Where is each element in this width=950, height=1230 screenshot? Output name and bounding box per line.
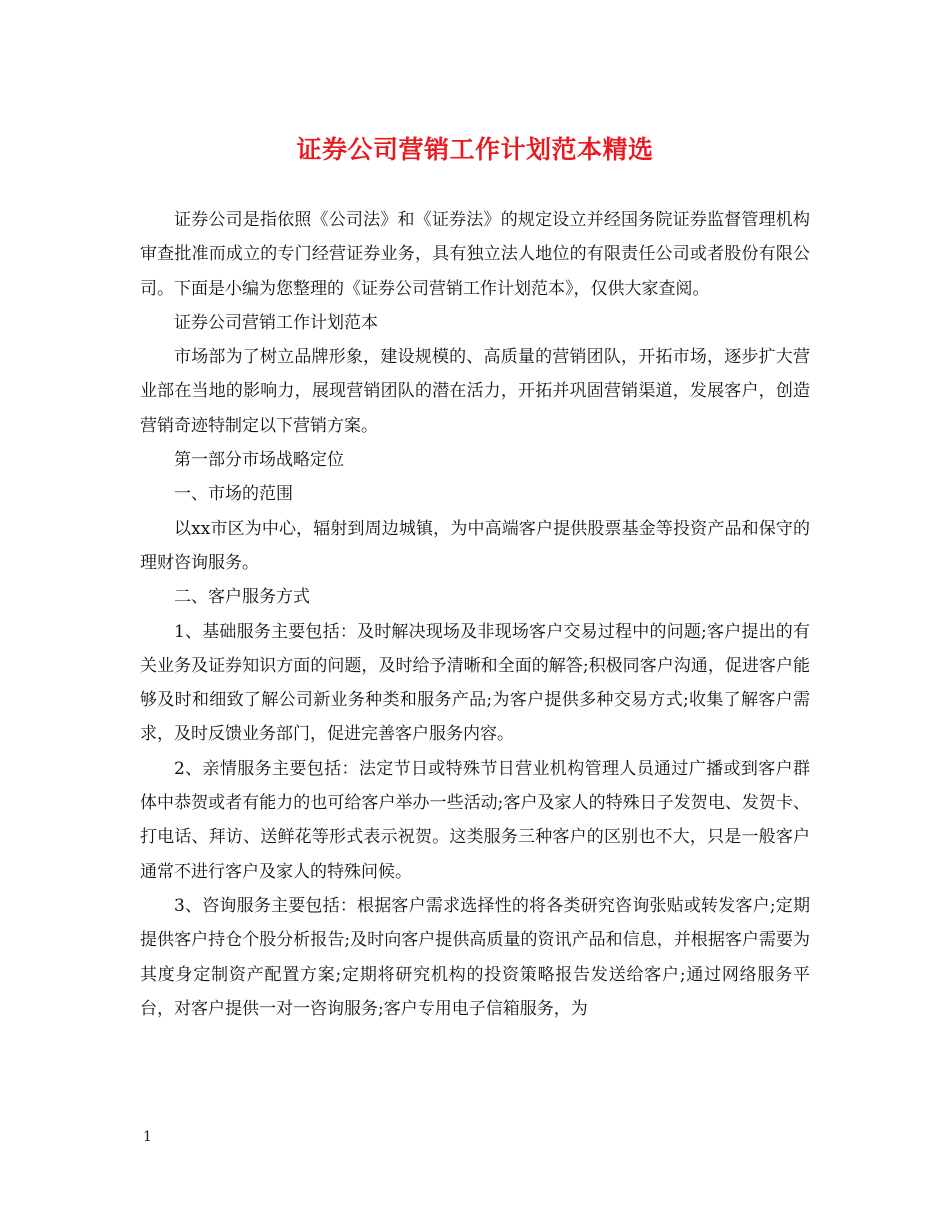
basic-service-paragraph: 1、基础服务主要包括：及时解决现场及非现场客户交易过程中的问题;客户提出的有关业务及证券知识方面的问题，及时给予清晰和全面的解答;积极同客户沟通，促进客户能够及时和细致了解公司新业务种类和服务产品;为客户提供多种交易方式;收集了解客户需求，及时反馈业务部门，促进完善客户服务内容。 [140, 621, 810, 745]
subheading-service-methods: 二、客户服务方式 [174, 587, 310, 608]
market-scope-paragraph: 以xx市区为中心，辐射到周边城镇，为中高端客户提供股票基金等投资产品和保守的理财咨询服务。 [140, 518, 810, 573]
document-title: 证券公司营销工作计划范本精选 [296, 135, 654, 164]
document-body [140, 203, 810, 1026]
consulting-service-paragraph: 3、咨询服务主要包括：根据客户需求选择性的将各类研究咨询张贴或转发客户;定期提供客户持仓个股分析报告;及时向客户提供高质量的资讯产品和信息，并根据客户需要为其度身定制资产配置方案;定期将研究机构的投资策略报告发送给客户;通过网络服务平台，对客户提供一对一咨询服务;客户专用电子信箱服务，为 [140, 895, 810, 1019]
page-number: 1 [143, 1129, 152, 1145]
intro-paragraph: 证券公司是指依照《公司法》和《证券法》的规定设立并经国务院证券监督管理机构审查批准而成立的专门经营证券业务，具有独立法人地位的有限责任公司或者股份有限公司。下面是小编为您整理的《证券公司营销工作计划范本》，仅供大家查阅。 [140, 210, 810, 299]
section-heading-plan: 证券公司营销工作计划范本 [174, 312, 378, 333]
subheading-market-scope: 一、市场的范围 [174, 484, 293, 505]
market-department-paragraph: 市场部为了树立品牌形象，建设规模的、高质量的营销团队，开拓市场，逐步扩大营业部在当地的影响力，展现营销团队的潜在活力，开拓并巩固营销渠道，发展客户，创造营销奇迹特制定以下营销方案。 [140, 347, 810, 436]
section-heading-part-one: 第一部分市场战略定位 [174, 450, 344, 471]
care-service-paragraph: 2、亲情服务主要包括：法定节日或特殊节日营业机构管理人员通过广播或到客户群体中恭贺或者有能力的也可给客户举办一些活动;客户及家人的特殊日子发贺电、发贺卡、打电话、拜访、送鲜花等形式表示祝贺。这类服务三种客户的区别也不大，只是一般客户通常不进行客户及家人的特殊问候。 [140, 758, 810, 882]
